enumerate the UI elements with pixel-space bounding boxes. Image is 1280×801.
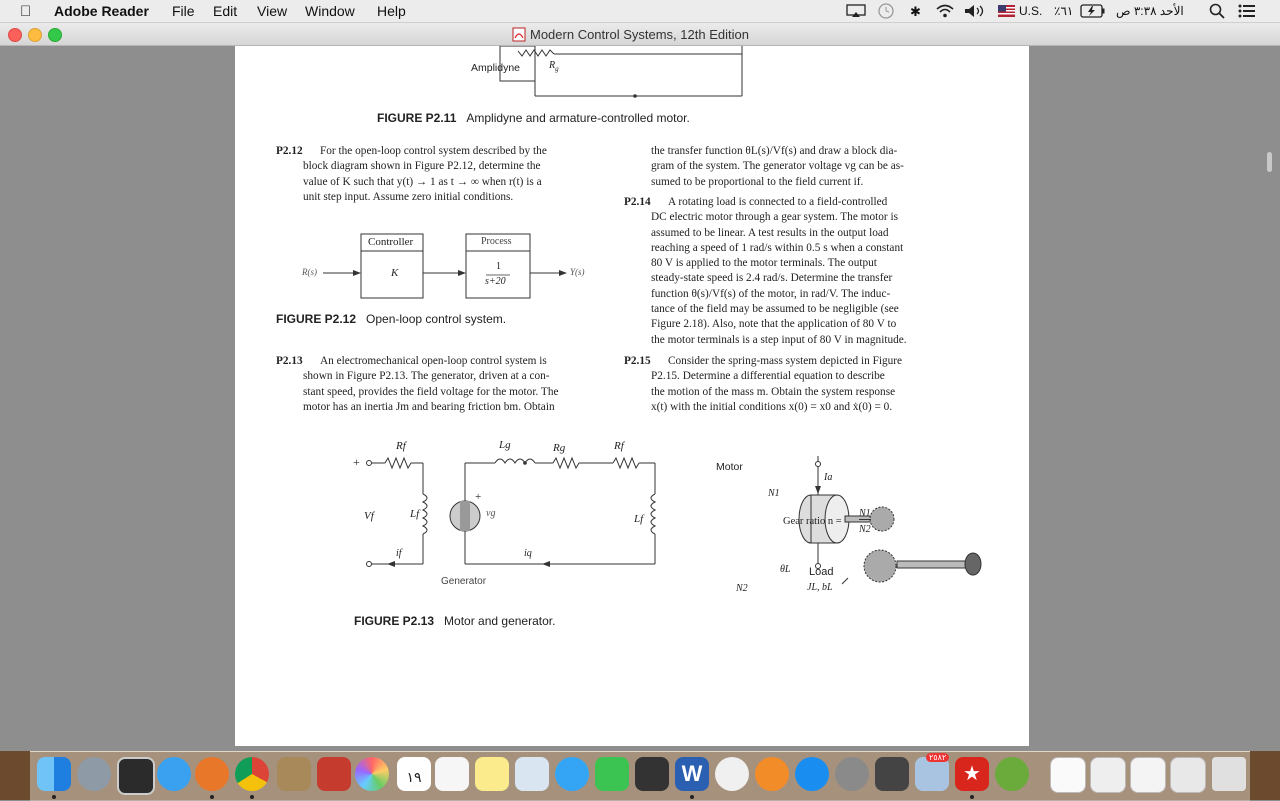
- text-line: For the open-loop control system described by the: [320, 145, 547, 157]
- figure-p2-12-caption: FIGURE P2.12 Open-loop control system.: [276, 312, 507, 326]
- bluetooth-icon[interactable]: ✱: [910, 4, 921, 19]
- app-store-icon[interactable]: [795, 757, 829, 791]
- mail-badge: ٢٥٨٢: [926, 753, 949, 762]
- gear-ratio-denominator: N2: [859, 524, 871, 535]
- pdf-document-icon: [512, 27, 526, 42]
- text-line: Consider the spring-mass system depicted in Figure: [668, 355, 903, 367]
- generator-label: Generator: [441, 576, 487, 587]
- text-line: the motion of the mass m. Obtain the system response: [651, 385, 896, 398]
- rf2-label: Rf: [614, 440, 624, 452]
- apple-icon[interactable]: [20, 3, 31, 20]
- text-line: tance of the field may be assumed to be negligible (see: [651, 303, 899, 316]
- tf-denominator: s+20: [485, 276, 506, 287]
- input-source[interactable]: U.S.: [1019, 4, 1043, 18]
- vertical-scrollbar[interactable]: [1267, 152, 1272, 172]
- popcorn-icon[interactable]: [317, 757, 351, 791]
- plus-sign-generator: +: [475, 491, 482, 503]
- problem-number: P2.13: [276, 355, 303, 367]
- right-column-continuation: [651, 144, 904, 190]
- clock[interactable]: الأحد ٣:٣٨ ص: [1116, 4, 1184, 18]
- clock-app-icon[interactable]: [995, 757, 1029, 791]
- problem-number: P2.12: [276, 145, 303, 157]
- problem-p2-15: [624, 354, 902, 415]
- wifi-icon[interactable]: [935, 3, 955, 19]
- gear-ratio-label: Gear ratio n =: [783, 516, 842, 527]
- text-line: DC electric motor through a gear system. The motor is: [651, 211, 899, 224]
- printer-icon[interactable]: [875, 757, 909, 791]
- app-menu[interactable]: Adobe Reader: [54, 3, 149, 19]
- menu-bar: [0, 0, 1280, 23]
- spotlight-icon[interactable]: [1209, 3, 1225, 19]
- menu-help[interactable]: Help: [377, 3, 406, 19]
- firefox-icon[interactable]: [195, 757, 229, 791]
- mail-icon[interactable]: [915, 757, 949, 791]
- text-line: function θ(s)/Vf(s) of the motor, in rad/V. The induc-: [651, 287, 891, 300]
- jl-bl-label: JL, bL: [807, 582, 833, 593]
- dock: [0, 751, 1280, 800]
- text-line: gram of the system. The generator voltage vg can be as-: [651, 160, 904, 173]
- plus-sign: +: [353, 455, 360, 469]
- menu-edit[interactable]: Edit: [213, 3, 238, 19]
- figure-p2-12-diagram: [295, 231, 595, 301]
- lg-label: Lg: [499, 439, 511, 451]
- calendar-icon[interactable]: ١٩: [397, 757, 431, 791]
- amplidyne-label: Amplidyne: [471, 62, 521, 74]
- facetime-icon[interactable]: [595, 757, 629, 791]
- reminders-icon[interactable]: [435, 757, 469, 791]
- dashboard-icon[interactable]: [117, 757, 155, 795]
- us-flag-icon: [998, 5, 1015, 17]
- gear-ratio-numerator: N1: [859, 508, 871, 519]
- text-line: stant speed, provides the field voltage for the motor. The: [303, 385, 559, 398]
- n2-label: N2: [736, 583, 748, 594]
- window-title: Modern Control Systems, 12th Edition: [530, 27, 749, 42]
- document-thumbnail-icon[interactable]: [1130, 757, 1166, 793]
- document-thumbnail-icon[interactable]: [1050, 757, 1086, 793]
- document-thumbnail-icon[interactable]: [1170, 757, 1206, 793]
- running-indicator: [690, 795, 694, 799]
- text-line: reaching a speed of 1 rad/s within 0.5 s when a constant: [651, 241, 904, 254]
- load-label: Load: [809, 566, 834, 578]
- figure-p2-13-caption: FIGURE P2.13 Motor and generator.: [354, 614, 556, 628]
- running-indicator: [970, 795, 974, 799]
- text-line: P2.15. Determine a differential equation to describe: [651, 370, 885, 383]
- iq-label: iq: [524, 548, 532, 559]
- running-indicator: [210, 795, 214, 799]
- rf-label: Rf: [396, 440, 406, 452]
- menu-window[interactable]: Window: [305, 3, 355, 19]
- motor-label: Motor: [716, 461, 743, 473]
- figure-p2-11-caption: FIGURE P2.11 Amplidyne and armature-controlled motor.: [377, 111, 690, 125]
- input-rs: R(s): [302, 267, 317, 277]
- ibooks-icon[interactable]: [755, 757, 789, 791]
- time-machine-icon[interactable]: [877, 3, 895, 19]
- word-icon[interactable]: W: [675, 757, 709, 791]
- problem-number: P2.14: [624, 196, 651, 208]
- launchpad-icon[interactable]: [77, 757, 111, 791]
- n1-label: N1: [768, 488, 780, 499]
- text-line: An electromechanical open-loop control system is: [320, 355, 547, 367]
- problem-p2-14: [624, 195, 907, 348]
- if-label: if: [396, 548, 402, 559]
- contacts-icon[interactable]: [277, 757, 311, 791]
- controller-label: Controller: [368, 236, 414, 248]
- text-line: shown in Figure P2.13. The generator, driven at a con-: [303, 370, 550, 383]
- pdf-page: [235, 46, 1029, 746]
- battery-percent[interactable]: ٪٦١: [1054, 4, 1074, 18]
- lf-label: Lf: [410, 508, 420, 520]
- document-thumbnail-icon[interactable]: [1090, 757, 1126, 793]
- vg-label: vg: [486, 508, 496, 519]
- text-line: Figure 2.18). Also, note that the application of 80 V to: [651, 318, 897, 331]
- text-line: assumed to be linear. A test results in the output load: [651, 226, 889, 239]
- finder-icon[interactable]: [37, 757, 71, 791]
- text-line: block diagram shown in Figure P2.12, determine the: [303, 160, 541, 173]
- gain-k: K: [391, 267, 399, 279]
- process-label: Process: [481, 236, 512, 247]
- window-title-bar: [0, 23, 1280, 46]
- airplay-icon[interactable]: [846, 4, 866, 18]
- trash-icon[interactable]: [1212, 757, 1246, 791]
- menu-view[interactable]: View: [257, 3, 288, 19]
- close-button[interactable]: [8, 28, 22, 42]
- problem-p2-13: [276, 354, 558, 415]
- running-indicator: [250, 795, 254, 799]
- notification-center-icon[interactable]: [1238, 4, 1256, 18]
- problem-number: P2.15: [624, 355, 651, 367]
- rg-label: $R_g$: [549, 60, 559, 73]
- zoom-button[interactable]: [48, 28, 62, 42]
- tf-numerator: 1: [496, 261, 501, 272]
- text-line: value of K such that y(t) → 1 as t → ∞ when r(t) is a: [303, 175, 542, 188]
- text-line: the motor terminals is a step input of 80 V in magnitude.: [651, 333, 907, 346]
- text-line: steady-state speed is 2.4 rad/s. Determine the transfer: [651, 272, 893, 285]
- thetal-label: θL: [780, 564, 791, 575]
- text-line: motor has an inertia Jm and bearing friction bm. Obtain: [303, 400, 555, 413]
- text-line: A rotating load is connected to a field-controlled: [668, 196, 888, 208]
- chrome-icon[interactable]: [235, 757, 269, 791]
- messages-icon[interactable]: [555, 757, 589, 791]
- system-preferences-icon[interactable]: [835, 757, 869, 791]
- preview-icon[interactable]: [515, 757, 549, 791]
- photos-icon[interactable]: [355, 757, 389, 791]
- adobe-reader-icon[interactable]: ★: [955, 757, 989, 791]
- output-ys: Y(s): [570, 267, 585, 277]
- safari-icon[interactable]: [157, 757, 191, 791]
- running-indicator: [52, 795, 56, 799]
- battery-icon[interactable]: [1080, 4, 1106, 18]
- text-line: unit step input. Assume zero initial conditions.: [303, 190, 514, 203]
- itunes-icon[interactable]: [715, 757, 749, 791]
- document-viewport[interactable]: [0, 46, 1280, 751]
- rg-label-2: Rg: [553, 442, 566, 454]
- ia-label: Ia: [824, 472, 833, 483]
- vf-label: Vf: [364, 510, 374, 522]
- menu-file[interactable]: File: [172, 3, 195, 19]
- lf2-label: Lf: [634, 513, 644, 525]
- problem-p2-12: [276, 144, 547, 205]
- text-line: 80 V is applied to the motor terminals. The output: [651, 257, 877, 270]
- minimize-button[interactable]: [28, 28, 42, 42]
- text-line: the transfer function θL(s)/Vf(s) and draw a block dia-: [651, 145, 898, 157]
- volume-icon[interactable]: [964, 4, 988, 18]
- notes-icon[interactable]: [475, 757, 509, 791]
- text-line: sumed to be proportional to the field current if.: [651, 175, 864, 188]
- text-line: x(t) with the initial conditions x(0) = x0 and ẋ(0) = 0.: [651, 400, 893, 413]
- photo-booth-icon[interactable]: [635, 757, 669, 791]
